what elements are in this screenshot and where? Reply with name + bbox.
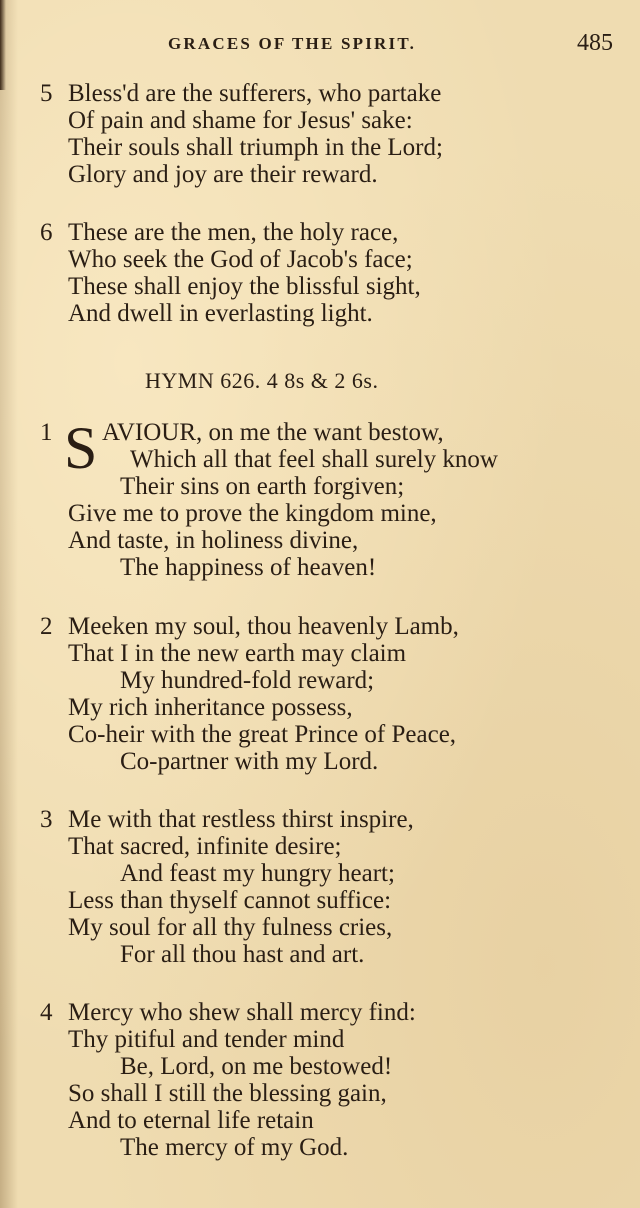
page-number: 485 xyxy=(577,30,613,56)
verse-line: The happiness of heaven! xyxy=(120,554,377,581)
verse-line: Meeken my soul, thou heavenly Lamb, xyxy=(68,613,459,640)
stanza-number: 2 xyxy=(40,613,53,640)
verse-line: My hundred-fold reward; xyxy=(120,667,375,694)
verse-line: And feast my hungry heart; xyxy=(120,860,395,887)
stanza-number: 3 xyxy=(40,806,53,833)
running-title: GRACES OF THE SPIRIT. xyxy=(168,34,417,53)
verse-line: That sacred, infinite desire; xyxy=(68,833,342,860)
stanza-number: 4 xyxy=(40,999,53,1026)
verse-line: Which all that feel shall surely know xyxy=(130,446,498,473)
verse-line: Who seek the God of Jacob's face; xyxy=(68,246,413,273)
verse-line: Me with that restless thirst inspire, xyxy=(68,806,414,833)
verse-line: Less than thyself cannot suffice: xyxy=(68,887,392,914)
verse-line: So shall I still the blessing gain, xyxy=(68,1080,387,1107)
stanza-number: 6 xyxy=(40,219,53,246)
verse-line: And to eternal life retain xyxy=(68,1107,314,1134)
stanza-number: 5 xyxy=(40,80,53,107)
drop-cap: S xyxy=(64,415,98,481)
verse-line: Thy pitiful and tender mind xyxy=(68,1026,345,1053)
verse-line: Give me to prove the kingdom mine, xyxy=(68,500,437,527)
verse-line: These shall enjoy the blissful sight, xyxy=(68,273,421,300)
verse-line: These are the men, the holy race, xyxy=(68,219,399,246)
verse-line: Mercy who shew shall mercy find: xyxy=(68,999,416,1026)
verse-line: Bless'd are the sufferers, who partake xyxy=(68,80,442,107)
verse-line: My soul for all thy fulness cries, xyxy=(68,914,393,941)
verse-line: And dwell in everlasting light. xyxy=(68,300,373,327)
verse-line: Their sins on earth forgiven; xyxy=(120,473,405,500)
verse-line: AVIOUR, on me the want bestow, xyxy=(102,419,444,446)
page-header xyxy=(0,30,640,60)
verse-line: And taste, in holiness divine, xyxy=(68,527,359,554)
verse-line: Their souls shall triumph in the Lord; xyxy=(68,134,443,161)
verse-line: Co-heir with the great Prince of Peace, xyxy=(68,721,457,748)
verse-line: The mercy of my God. xyxy=(120,1134,349,1161)
stanza-number: 1 xyxy=(40,419,53,446)
verse-line: For all thou hast and art. xyxy=(120,941,365,968)
verse-line: Of pain and shame for Jesus' sake: xyxy=(68,107,413,134)
verse-line: Glory and joy are their reward. xyxy=(68,161,378,188)
verse-line: Be, Lord, on me bestowed! xyxy=(120,1053,393,1080)
verse-line: That I in the new earth may claim xyxy=(68,640,407,667)
verse-line: My rich inheritance possess, xyxy=(68,694,353,721)
verse-line: Co-partner with my Lord. xyxy=(120,748,379,775)
hymn-heading: HYMN 626. 4 8s & 2 6s. xyxy=(145,368,379,393)
